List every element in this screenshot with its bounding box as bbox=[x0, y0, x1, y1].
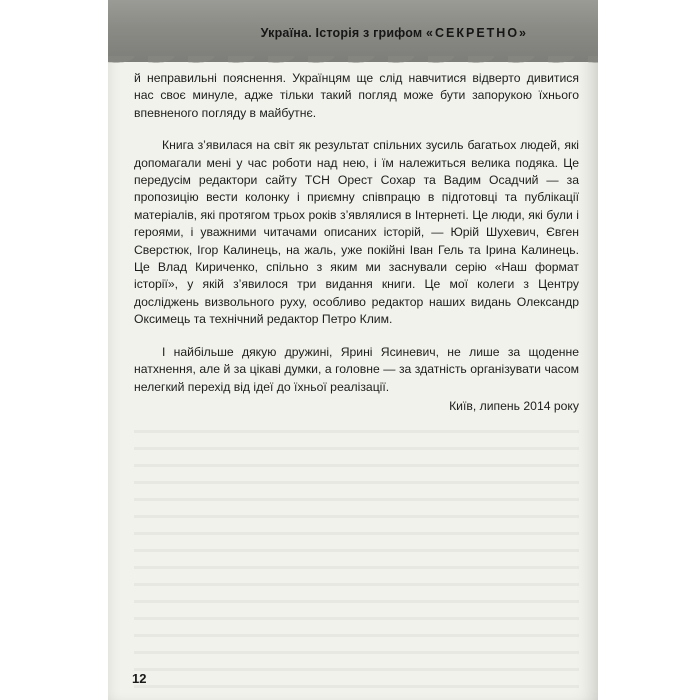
paragraph: І найбільше дякую дружині, Ярині Ясиневич, не лише за щоденне натхнення, але й за цікаві думки, а головне — за здатність організувати часом нелегкий перехід від ідеї до їхньої реалізації. bbox=[134, 344, 579, 394]
running-header bbox=[108, 26, 598, 40]
bleed-through-texture bbox=[134, 430, 579, 700]
header-title-text: Україна. Історія з грифом bbox=[260, 26, 423, 40]
paragraph: Книга з’явилася на світ як результат спільних зусиль багатьох людей, які допомагали мені у час роботи над нею, і їм належиться велика подяка. Це передусім редактори сайту ТСН Орест Сохар та Вадим Осадчий — за пропозицію вести колонку і приємну співпрацю в підготовці та публікації матеріалів, які протягом трьох років з’являлися в Інтернеті. Це люди, які були і героями, і уважними читачами описаних історій, — Юрій Шухевич, Євген Сверстюк, Ігор Калинець, на жаль, уже покійні Іван Гель та Ірина Калинець. Це Влад Кириченко, спільно з яким ми заснували серію «Наш формат історії», у якій з’явилося три видання книги. Це мої колеги з Центру досліджень визвольного руху, особливо редактор наших видань Олександр Оксимець та технічний редактор Петро Клим. bbox=[134, 138, 579, 327]
signature-line: Київ, липень 2014 року bbox=[449, 398, 579, 413]
header-title-secret: «СЕКРЕТНО» bbox=[426, 26, 528, 40]
body-text bbox=[134, 70, 579, 415]
page-number: 12 bbox=[132, 671, 147, 686]
book-page bbox=[108, 0, 598, 700]
paragraph: й неправильні пояснення. Українцям ще слід навчитися відверто дивитися нас своє минуле, адже тільки такий погляд може бути запорукою їхнього впевненого погляду в майбутнє. bbox=[134, 71, 579, 120]
